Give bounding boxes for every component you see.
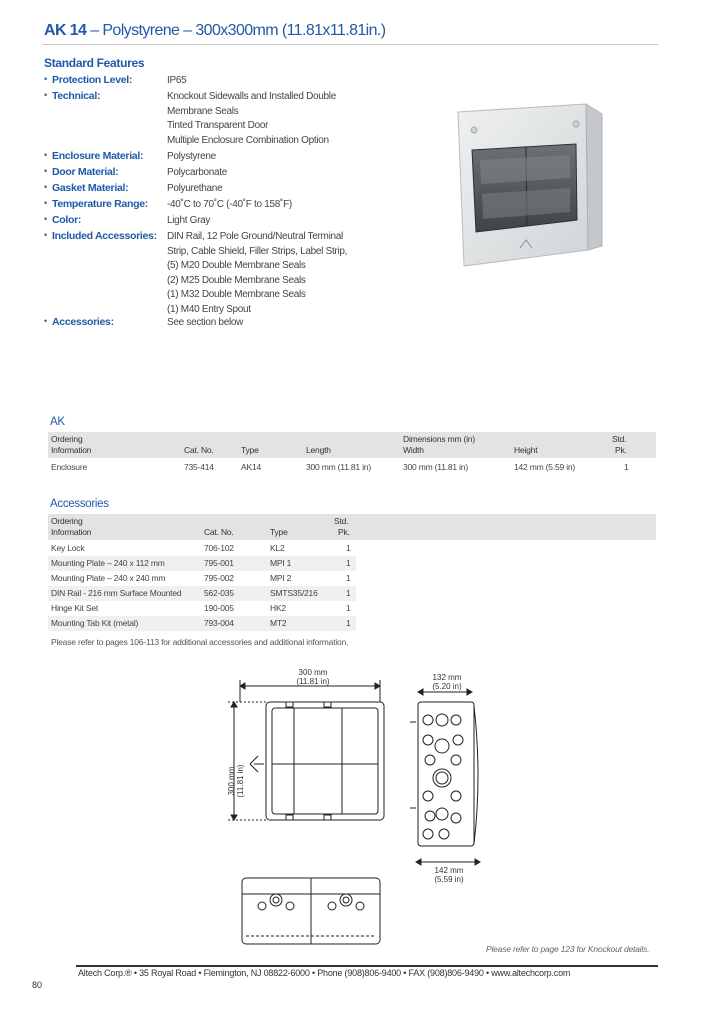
feature-value: (1) M40 Entry Spout	[167, 303, 251, 315]
feature-label-text: Gasket Material:	[52, 182, 129, 194]
feature-label	[44, 316, 114, 328]
ak-width-header: Width	[403, 445, 424, 455]
ak-catno-header: Cat. No.	[184, 445, 214, 455]
acc-row-info: Mounting Plate – 240 x 112 mm	[51, 558, 165, 568]
feature-value: See section below	[167, 317, 244, 328]
material-title: – Polystyrene –	[86, 22, 196, 39]
acc-row-catno: 706-102	[204, 543, 234, 553]
ak-heading: AK	[50, 416, 65, 428]
acc-row-pk: 1	[346, 618, 351, 628]
bullet-icon: •	[44, 90, 47, 100]
feature-value: IP65	[167, 75, 187, 86]
feature-value: DIN Rail, 12 Pole Ground/Neutral Terminal	[167, 231, 343, 242]
feature-label	[44, 230, 157, 242]
footer-contact: Altech Corp.® • 35 Royal Road • Flemington, NJ 08822-6000 • Phone (908)806-9400 • FAX (908)806-9490 • www.altechcorp.com	[78, 968, 571, 978]
acc-pk-header: Pk.	[338, 527, 350, 537]
feature-label-text: Included Accessories:	[52, 230, 157, 242]
product-photo	[436, 100, 654, 272]
feature-value: Membrane Seals	[167, 105, 239, 117]
acc-row-pk: 1	[346, 558, 351, 568]
feature-value: Polyurethane	[167, 183, 223, 194]
acc-row-type: KL2	[270, 543, 285, 553]
acc-row-info: Hinge Kit Set	[51, 603, 99, 613]
acc-row-pk: 1	[346, 603, 351, 613]
ak-std-header: Std.	[612, 434, 627, 444]
ak-row-info: Enclosure	[51, 462, 87, 472]
ak-type-header: Type	[241, 445, 259, 455]
ak-dimensions-header: Dimensions mm (in)	[403, 434, 475, 444]
ak-row-catno: 735-414	[184, 462, 214, 472]
ak-row-length: 300 mm (11.81 in)	[306, 462, 371, 472]
feature-label-text: Accessories:	[52, 316, 114, 328]
acc-row-info: Key Lock	[51, 543, 85, 553]
feature-label	[44, 74, 132, 86]
acc-catno-header: Cat. No.	[204, 527, 234, 537]
feature-label-text: Protection Level:	[52, 74, 133, 86]
acc-row-info: Mounting Plate – 240 x 240 mm	[51, 573, 166, 583]
size-title: 300x300mm (11.81x11.81in.)	[195, 22, 386, 39]
bullet-icon: •	[44, 166, 47, 176]
width-in: (11.81 in)	[296, 677, 330, 686]
acc-type-header: Type	[270, 527, 288, 537]
acc-row-type: HK2	[270, 603, 286, 613]
model-name: AK 14	[44, 22, 87, 39]
ak-height-header: Height	[514, 445, 538, 455]
feature-value: Light Gray	[167, 215, 211, 226]
acc-row-type: MPI 1	[270, 558, 292, 568]
ak-header-band	[48, 432, 656, 458]
acc-std-header: Std.	[334, 516, 349, 526]
feature-label-text: Technical:	[52, 90, 101, 102]
acc-row-catno: 795-002	[204, 573, 234, 583]
feature-label	[44, 198, 148, 210]
bullet-icon: •	[44, 198, 47, 208]
feature-value: Polycarbonate	[167, 167, 228, 178]
acc-row-type: SMTS35/216	[270, 588, 318, 598]
feature-value: (2) M25 Double Membrane Seals	[167, 274, 306, 286]
bullet-icon: •	[44, 316, 47, 326]
feature-value: -40˚C to 70˚C (-40˚F to 158˚F)	[167, 199, 292, 210]
bullet-icon: •	[44, 230, 47, 240]
page-title	[44, 22, 386, 40]
depth-bottom-label	[424, 866, 474, 884]
ak-pk-header: Pk.	[615, 445, 627, 455]
feature-value: Tinted Transparent Door	[167, 120, 269, 131]
bullet-icon: •	[44, 182, 47, 192]
feature-value: Multiple Enclosure Combination Option	[167, 134, 329, 146]
acc-information-header: Information	[51, 527, 92, 537]
feature-label	[44, 214, 81, 226]
footer-rule	[76, 965, 658, 967]
ak-row-height: 142 mm (5.59 in)	[514, 462, 576, 472]
feature-label	[44, 166, 118, 178]
feature-label	[44, 182, 128, 194]
acc-row-info: DIN Rail - 216 mm Surface Mounted	[51, 588, 182, 598]
depth-top-in: (5.20 in)	[432, 682, 462, 691]
feature-value: Polystyrene	[167, 151, 216, 162]
acc-row-type: MPI 2	[270, 573, 292, 583]
accessories-header-band	[48, 514, 656, 540]
feature-value: Knockout Sidewalls and Installed Double	[167, 91, 336, 102]
feature-value: (1) M32 Double Membrane Seals	[167, 289, 306, 300]
acc-row-type: MT2	[270, 618, 287, 628]
acc-row-info: Mounting Tab Kit (metal)	[51, 618, 139, 628]
acc-row-pk: 1	[346, 588, 351, 598]
acc-row-catno: 793-004	[204, 618, 234, 628]
ak-ordering-header: Ordering	[51, 434, 83, 444]
acc-row-catno: 190-005	[204, 603, 234, 613]
acc-row-catno: 795-001	[204, 558, 234, 568]
height-in: (11.81 in)	[236, 764, 245, 798]
acc-row-pk: 1	[346, 573, 351, 583]
feature-label-text: Color:	[52, 214, 82, 226]
acc-row-catno: 562-035	[204, 588, 234, 598]
knockout-note: Please refer to page 123 for Knockout details.	[486, 944, 650, 954]
bullet-icon: •	[44, 214, 47, 224]
feature-value: (5) M20 Double Membrane Seals	[167, 260, 306, 271]
bullet-icon: •	[44, 74, 47, 84]
technical-drawing	[210, 662, 500, 952]
depth-top-mm: 132 mm	[432, 673, 462, 682]
feature-label-text: Door Material:	[52, 166, 119, 178]
feature-label	[44, 150, 143, 162]
acc-row-pk: 1	[346, 543, 351, 553]
bullet-icon: •	[44, 150, 47, 160]
depth-top-label	[422, 673, 472, 691]
ak-row-type: AK14	[241, 462, 261, 472]
height-dimension-label	[227, 757, 245, 805]
ak-row-width: 300 mm (11.81 in)	[403, 462, 468, 472]
accessories-note: Please refer to pages 106-113 for additional accessories and additional information.	[51, 637, 349, 647]
feature-label	[44, 90, 100, 102]
standard-features-heading: Standard Features	[44, 56, 145, 70]
feature-label-text: Enclosure Material:	[52, 150, 144, 162]
width-mm: 300 mm	[298, 668, 328, 677]
acc-ordering-header: Ordering	[51, 516, 83, 526]
ak-information-header: Information	[51, 445, 92, 455]
depth-bottom-mm: 142 mm	[434, 866, 464, 875]
title-rule	[42, 44, 658, 45]
width-dimension-label	[289, 668, 337, 686]
depth-bottom-in: (5.59 in)	[434, 875, 464, 884]
height-mm: 300 mm	[227, 766, 236, 796]
accessories-heading: Accessories	[50, 498, 109, 510]
feature-label-text: Temperature Range:	[52, 198, 148, 210]
ak-row-pk: 1	[624, 462, 629, 472]
feature-value: Strip, Cable Shield, Filler Strips, Label Strip,	[167, 245, 348, 257]
page-number: 80	[32, 980, 43, 990]
ak-length-header: Length	[306, 445, 331, 455]
